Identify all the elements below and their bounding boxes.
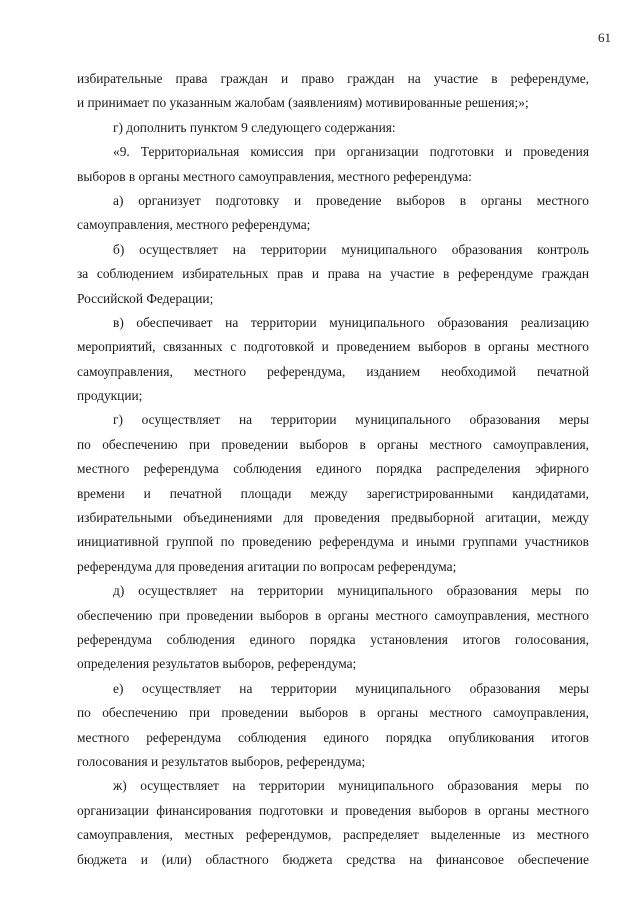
text-line xyxy=(77,848,589,872)
text-line-content: самоуправления, местного референдума; xyxy=(77,217,311,233)
paragraph xyxy=(77,140,589,189)
text-line xyxy=(77,311,589,335)
text-line xyxy=(77,91,589,115)
document-body xyxy=(77,67,589,872)
text-line xyxy=(77,555,589,579)
text-line-content: определения результатов выборов, референдума; xyxy=(77,656,357,672)
text-line xyxy=(77,774,589,798)
text-line-content: бюджета и (или) областного бюджета средства на финансовое обеспечение xyxy=(77,851,589,867)
paragraph xyxy=(77,774,589,872)
text-line xyxy=(77,701,589,725)
page-number: 61 xyxy=(598,30,611,45)
text-line xyxy=(77,287,589,311)
paragraph xyxy=(77,116,589,140)
text-line-content: избирательными объединениями для проведения предвыборной агитации, между xyxy=(77,510,589,526)
text-line xyxy=(77,408,589,432)
text-line xyxy=(77,799,589,823)
text-line-content: голосования и результатов выборов, референдума; xyxy=(77,753,366,769)
text-line xyxy=(77,530,589,554)
text-line xyxy=(77,726,589,750)
text-line-content: за соблюдением избирательных прав и права на участие в референдуме граждан xyxy=(77,266,589,282)
paragraph xyxy=(77,579,589,677)
text-line xyxy=(77,579,589,603)
text-line-content: ж) осуществляет на территории муниципального образования меры по xyxy=(113,778,589,794)
text-line-content: «9. Территориальная комиссия при организации подготовки и проведения xyxy=(113,144,589,160)
text-line-content: Российской Федерации; xyxy=(77,290,214,306)
text-line xyxy=(77,335,589,359)
text-line xyxy=(77,189,589,213)
text-line xyxy=(77,67,589,91)
text-line xyxy=(77,457,589,481)
text-line xyxy=(77,506,589,530)
text-line xyxy=(77,433,589,457)
text-line-content: продукции; xyxy=(77,388,143,404)
text-line-content: по обеспечению при проведении выборов в органы местного самоуправления, xyxy=(77,705,589,721)
text-line-content: е) осуществляет на территории муниципального образования меры xyxy=(113,680,589,696)
paragraph xyxy=(77,189,589,238)
text-line xyxy=(77,823,589,847)
text-line xyxy=(77,213,589,237)
text-line xyxy=(77,262,589,286)
text-line-content: самоуправления, местного референдума, изданием необходимой печатной xyxy=(77,363,589,379)
text-line xyxy=(77,360,589,384)
text-line-content: мероприятий, связанных с подготовкой и проведением выборов в органы местного xyxy=(77,339,589,355)
text-line-content: выборов в органы местного самоуправления, местного референдума: xyxy=(77,168,472,184)
text-line-content: а) организует подготовку и проведение выборов в органы местного xyxy=(113,192,589,208)
text-line xyxy=(77,238,589,262)
text-line-content: и принимает по указанным жалобам (заявлениям) мотивированные решения;»; xyxy=(77,95,529,111)
text-line xyxy=(77,140,589,164)
text-line-content: инициативной группой по проведению референдума и иными группами участников xyxy=(77,534,589,550)
paragraph xyxy=(77,311,589,409)
text-line-content: организации финансирования подготовки и проведения выборов в органы местного xyxy=(77,802,589,818)
text-line-content: д) осуществляет на территории муниципального образования меры по xyxy=(113,583,589,599)
text-line-content: г) дополнить пунктом 9 следующего содержания: xyxy=(113,119,396,135)
text-line-content: в) обеспечивает на территории муниципального образования реализацию xyxy=(113,314,589,330)
paragraph xyxy=(77,677,589,775)
text-line xyxy=(77,652,589,676)
text-line-content: по обеспечению при проведении выборов в органы местного самоуправления, xyxy=(77,436,589,452)
text-line-content: обеспечению при проведении выборов в органы местного самоуправления, местного xyxy=(77,607,589,623)
text-line-content: местного референдума соблюдения единого порядка распределения эфирного xyxy=(77,461,589,477)
text-line xyxy=(77,750,589,774)
paragraph xyxy=(77,408,589,579)
text-line-content: местного референдума соблюдения единого порядка опубликования итогов xyxy=(77,729,589,745)
paragraph xyxy=(77,67,589,116)
text-line xyxy=(77,165,589,189)
text-line-content: референдума для проведения агитации по вопросам референдума; xyxy=(77,558,457,574)
text-line xyxy=(77,482,589,506)
text-line xyxy=(77,677,589,701)
text-line-content: самоуправления, местных референдумов, распределяет выделенные из местного xyxy=(77,827,589,843)
text-line xyxy=(77,116,589,140)
text-line-content: избирательные права граждан и право граждан на участие в референдуме, xyxy=(77,71,589,86)
text-line-content: б) осуществляет на территории муниципального образования контроль xyxy=(113,241,589,257)
text-line-content: г) осуществляет на территории муниципального образования меры xyxy=(113,412,589,428)
text-line xyxy=(77,384,589,408)
text-line xyxy=(77,604,589,628)
text-line-content: времени и печатной площади между зарегистрированными кандидатами, xyxy=(77,485,589,501)
text-line-content: референдума соблюдения единого порядка установления итогов голосования, xyxy=(77,631,589,647)
paragraph xyxy=(77,238,589,311)
text-line xyxy=(77,628,589,652)
